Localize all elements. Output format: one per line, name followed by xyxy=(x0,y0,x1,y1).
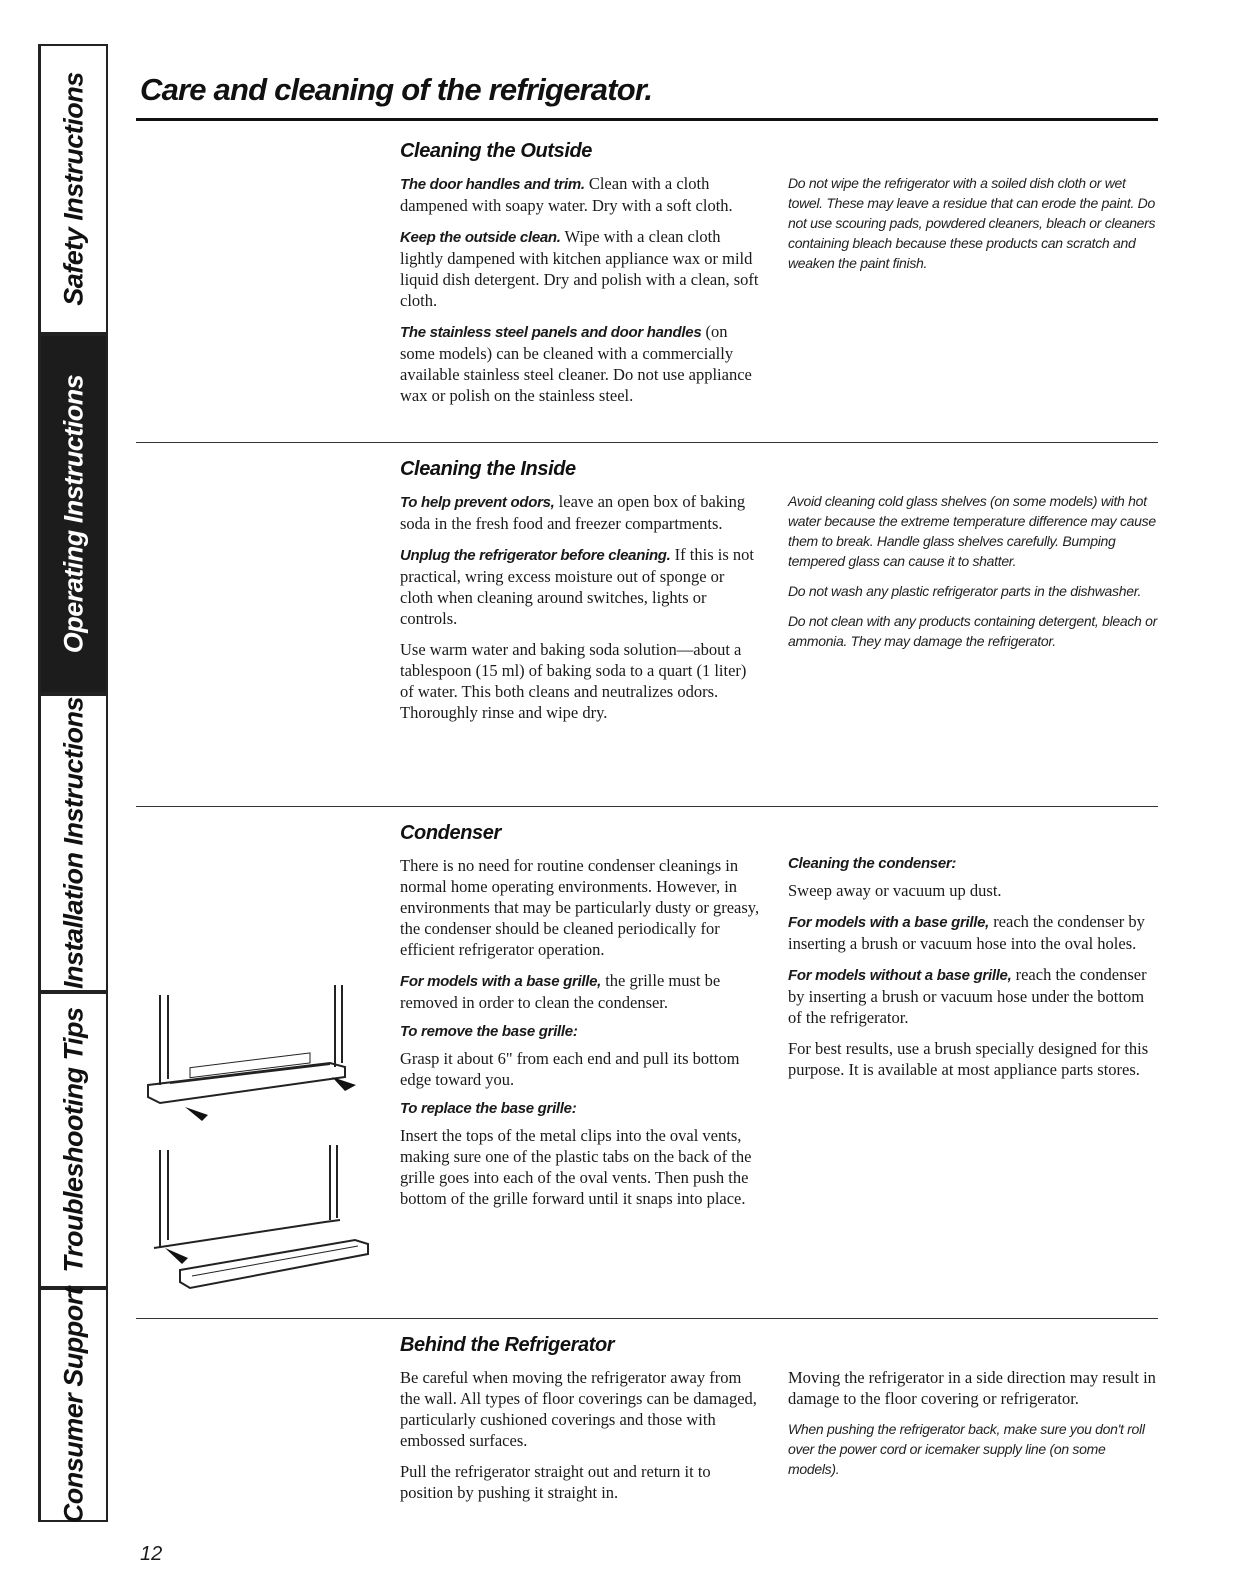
subheading: To remove the base grille: xyxy=(400,1023,578,1040)
paragraph: The door handles and trim. Clean with a cloth dampened with soapy water. Dry with a soft cloth. xyxy=(400,174,733,215)
paragraph: Sweep away or vacuum up dust. xyxy=(788,881,1002,900)
section-divider xyxy=(136,442,1158,443)
title-rule xyxy=(136,118,1158,121)
right-column xyxy=(788,1367,1160,1513)
caution-note: When pushing the refrigerator back, make sure you don't roll over the power cord or icemaker supply line (on some models). xyxy=(788,1421,1145,1477)
section-condenser xyxy=(400,822,1160,1219)
side-tab-strip xyxy=(38,44,110,1522)
tab-operating-instructions[interactable]: Operating Instructions xyxy=(38,334,108,694)
caution-note: Do not wash any plastic refrigerator parts in the dishwasher. xyxy=(788,583,1142,599)
section-behind-refrigerator xyxy=(400,1334,1160,1513)
paragraph: Use warm water and baking soda solution—about a tablespoon (15 ml) of baking soda to a quart (1 liter) of water. This both cleans and neutralizes odors. Thoroughly rinse and wipe dry. xyxy=(400,640,747,722)
remove-grille-illustration xyxy=(130,975,380,1135)
section-heading: Cleaning the Outside xyxy=(400,140,593,162)
left-column xyxy=(400,855,760,1219)
subheading: To replace the base grille: xyxy=(400,1100,577,1117)
tab-troubleshooting-tips[interactable]: Troubleshooting Tips xyxy=(38,992,108,1288)
paragraph: Grasp it about 6" from each end and pull its bottom edge toward you. xyxy=(400,1049,740,1089)
paragraph: For models without a base grille, reach the condenser by inserting a brush or vacuum hose under the bottom of the refrigerator. xyxy=(788,965,1147,1027)
paragraph: Keep the outside clean. Wipe with a clean cloth lightly dampened with kitchen appliance wax or mild liquid dish detergent. Dry and polish with a clean, soft cloth. xyxy=(400,227,759,310)
right-column xyxy=(788,855,1160,1219)
section-cleaning-inside xyxy=(400,458,1160,733)
replace-grille-illustration xyxy=(130,1140,380,1300)
paragraph: For best results, use a brush specially designed for this purpose. It is available at most appliance parts stores. xyxy=(788,1039,1149,1079)
tab-installation-instructions[interactable]: Installation Instructions xyxy=(38,694,108,992)
paragraph: To help prevent odors, leave an open box of baking soda in the fresh food and freezer compartments. xyxy=(400,492,746,533)
tab-safety-instructions[interactable]: Safety Instructions xyxy=(38,44,108,334)
section-heading: Behind the Refrigerator xyxy=(400,1334,615,1356)
paragraph: For models with a base grille, the grille must be removed in order to clean the condenser. xyxy=(400,971,721,1012)
paragraph: Be careful when moving the refrigerator away from the wall. All types of floor coverings can be damaged, particularly cushioned coverings and those with embossed surfaces. xyxy=(400,1368,757,1450)
page-number: 12 xyxy=(140,1543,163,1565)
paragraph: Insert the tops of the metal clips into the oval vents, making sure one of the plastic tabs on the back of the grille goes into each of the oval vents. Then push the bottom of the grille forward until it snaps into place. xyxy=(400,1126,752,1208)
right-column xyxy=(788,173,1160,416)
subheading: Cleaning the condenser: xyxy=(788,855,957,872)
tab-consumer-support[interactable]: Consumer Support xyxy=(38,1288,108,1522)
section-divider xyxy=(136,806,1158,807)
paragraph: Moving the refrigerator in a side direction may result in damage to the floor covering or refrigerator. xyxy=(788,1368,1156,1408)
paragraph: For models with a base grille, reach the condenser by inserting a brush or vacuum hose into the oval holes. xyxy=(788,912,1145,953)
caution-note: Do not clean with any products containing detergent, bleach or ammonia. They may damage the refrigerator. xyxy=(788,613,1157,649)
caution-note: Do not wipe the refrigerator with a soiled dish cloth or wet towel. These may leave a residue that can erode the paint. Do not use scouring pads, powdered cleaners, bleach or cleaners containing bleach because these products can scratch and weaken the paint finish. xyxy=(788,175,1156,271)
paragraph: The stainless steel panels and door handles (on some models) can be cleaned with a commercially available stainless steel cleaner. Do not use appliance wax or polish on the stainless steel. xyxy=(400,322,752,405)
left-column xyxy=(400,1367,760,1513)
left-column xyxy=(400,173,760,416)
right-column xyxy=(788,491,1160,733)
paragraph: Unplug the refrigerator before cleaning. If this is not practical, wring excess moisture out of sponge or cloth when cleaning around switches, lights or controls. xyxy=(400,545,754,628)
left-column xyxy=(400,491,760,733)
section-heading: Condenser xyxy=(400,822,501,844)
paragraph: There is no need for routine condenser cleanings in normal home operating environments. However, in environments that may be particularly dusty or greasy, the condenser should be cleaned periodically for efficient refrigerator operation. xyxy=(400,856,760,959)
page-title: Care and cleaning of the refrigerator. xyxy=(140,72,653,107)
caution-note: Avoid cleaning cold glass shelves (on some models) with hot water because the extreme temperature difference may cause them to break. Handle glass shelves carefully. Bumping tempered glass can cause it to shatter. xyxy=(788,493,1156,569)
section-heading: Cleaning the Inside xyxy=(400,458,576,480)
section-divider xyxy=(136,1318,1158,1319)
section-cleaning-outside xyxy=(400,140,1160,416)
paragraph: Pull the refrigerator straight out and return it to position by pushing it straight in. xyxy=(400,1462,711,1502)
